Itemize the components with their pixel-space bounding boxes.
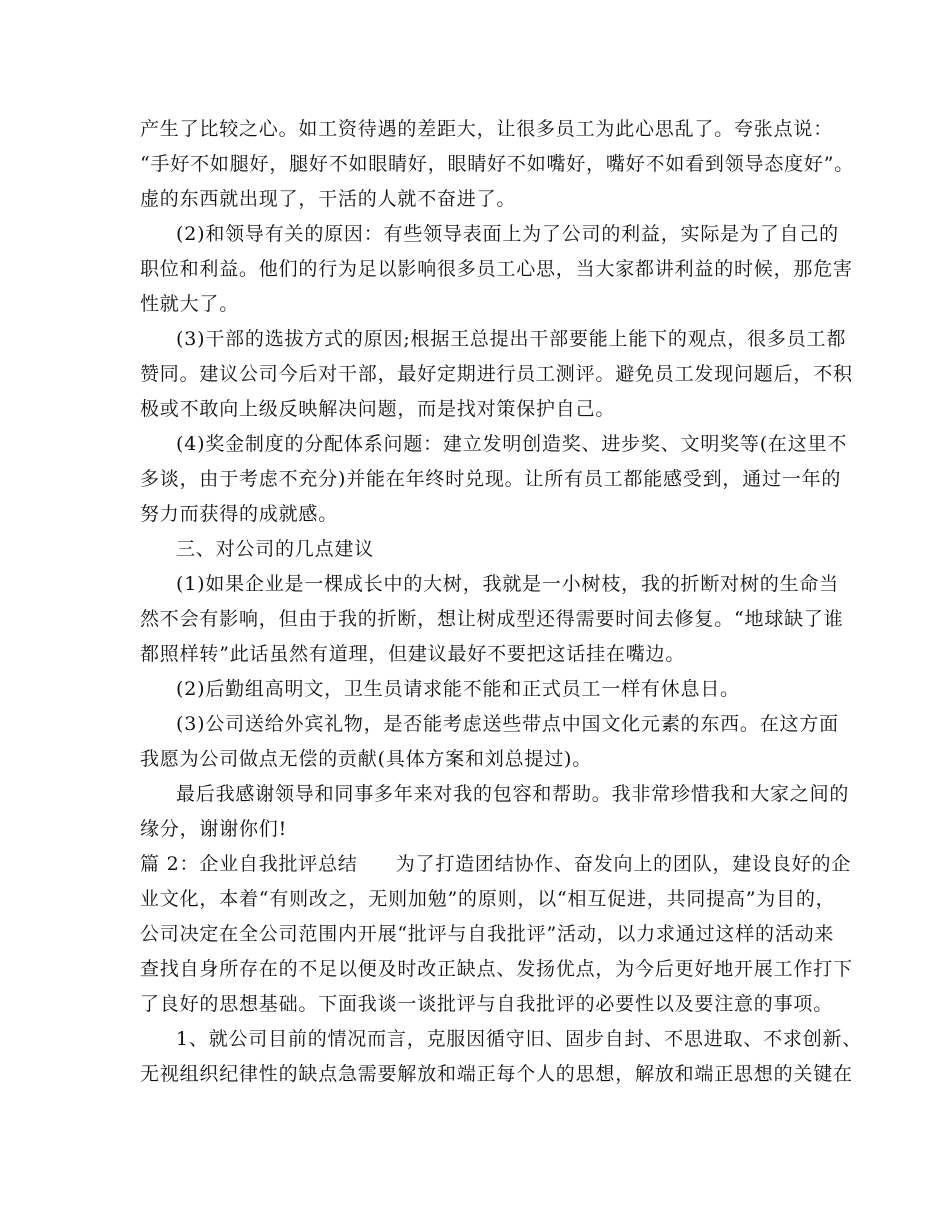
paragraph-line: 查找自身所存在的不足以便及时改正缺点、发扬优点，为今后更好地开展工作打下 — [140, 958, 853, 980]
paragraph-line: (1)如果企业是一棵成长中的大树，我就是一小树枝，我的折断对树的生命当 — [176, 573, 839, 595]
paragraph-line: (2)后勤组高明文，卫生员请求能不能和正式员工一样有休息日。 — [176, 678, 740, 700]
paragraph-line: 多谈，由于考虑不充分)并能在年终时兑现。让所有员工都能感受到，通过一年的 — [140, 468, 842, 490]
paragraph-line: 了良好的思想基础。下面我谈一谈批评与自我批评的必要性以及要注意的事项。 — [140, 993, 834, 1015]
section-heading: 三、对公司的几点建议 — [176, 538, 375, 560]
paragraph-line: “手好不如腿好，腿好不如眼睛好，眼睛好不如嘴好，嘴好不如看到领导态度好”。 — [140, 153, 855, 175]
paragraph-line: 性就大了。 — [140, 293, 240, 315]
paragraph-line: 缘分，谢谢你们! — [140, 818, 288, 840]
paragraph-line: 我愿为公司做点无偿的贡献(具体方案和刘总提过)。 — [140, 748, 593, 770]
paragraph-line: 赞同。建议公司今后对干部，最好定期进行员工测评。避免员工发现问题后，不积 — [140, 363, 853, 385]
section2-heading: 篇 2：企业自我批评总结 — [140, 853, 358, 875]
section2-intro-text: 为了打造团结协作、奋发向上的团队，建设良好的企 — [395, 853, 852, 875]
paragraph-line: 产生了比较之心。如工资待遇的差距大，让很多员工为此心思乱了。夸张点说： — [140, 118, 834, 140]
paragraph-line: 职位和利益。他们的行为足以影响很多员工心思，当大家都讲利益的时候，那危害 — [140, 258, 853, 280]
paragraph-line: 公司决定在全公司范围内开展“批评与自我批评”活动，以力求通过这样的活动来 — [140, 923, 835, 945]
paragraph-line: 都照样转”此话虽然有道理，但建议最好不要把这话挂在嘴边。 — [140, 643, 686, 665]
paragraph-line: (4)奖金制度的分配体系问题：建立发明创造奖、进步奖、文明奖等(在这里不 — [176, 433, 848, 455]
section2-first-line — [140, 847, 852, 882]
paragraph-line: 无视组织纪律性的缺点急需要解放和端正每个人的思想，解放和端正思想的关键在 — [140, 1063, 853, 1085]
paragraph-line: 最后我感谢领导和同事多年来对我的包容和帮助。我非常珍惜我和大家之间的 — [176, 783, 850, 805]
paragraph-line: (3)公司送给外宾礼物，是否能考虑送些带点中国文化元素的东西。在这方面 — [176, 713, 839, 735]
paragraph-line: 努力而获得的成就感。 — [140, 503, 339, 525]
paragraph-line: 极或不敢向上级反映解决问题，而是找对策保护自己。 — [140, 398, 616, 420]
paragraph-line: (2)和领导有关的原因：有些领导表面上为了公司的利益，实际是为了自己的 — [176, 223, 839, 245]
paragraph-line: 1、就公司目前的情况而言，克服因循守旧、固步自封、不思进取、不求创新、 — [176, 1028, 863, 1050]
paragraph-line: 业文化，本着“有则改之，无则加勉”的原则，以“相互促进，共同提高”为目的， — [140, 888, 836, 910]
paragraph-line: (3)干部的选拔方式的原因;根据王总提出干部要能上能下的观点，很多员工都 — [176, 328, 847, 350]
paragraph-line: 然不会有影响，但由于我的折断，想让树成型还得需要时间去修复。“地球缺了谁 — [140, 608, 844, 630]
document-page — [140, 112, 863, 1092]
paragraph-line: 虚的东西就出现了，干活的人就不奋进了。 — [140, 188, 517, 210]
